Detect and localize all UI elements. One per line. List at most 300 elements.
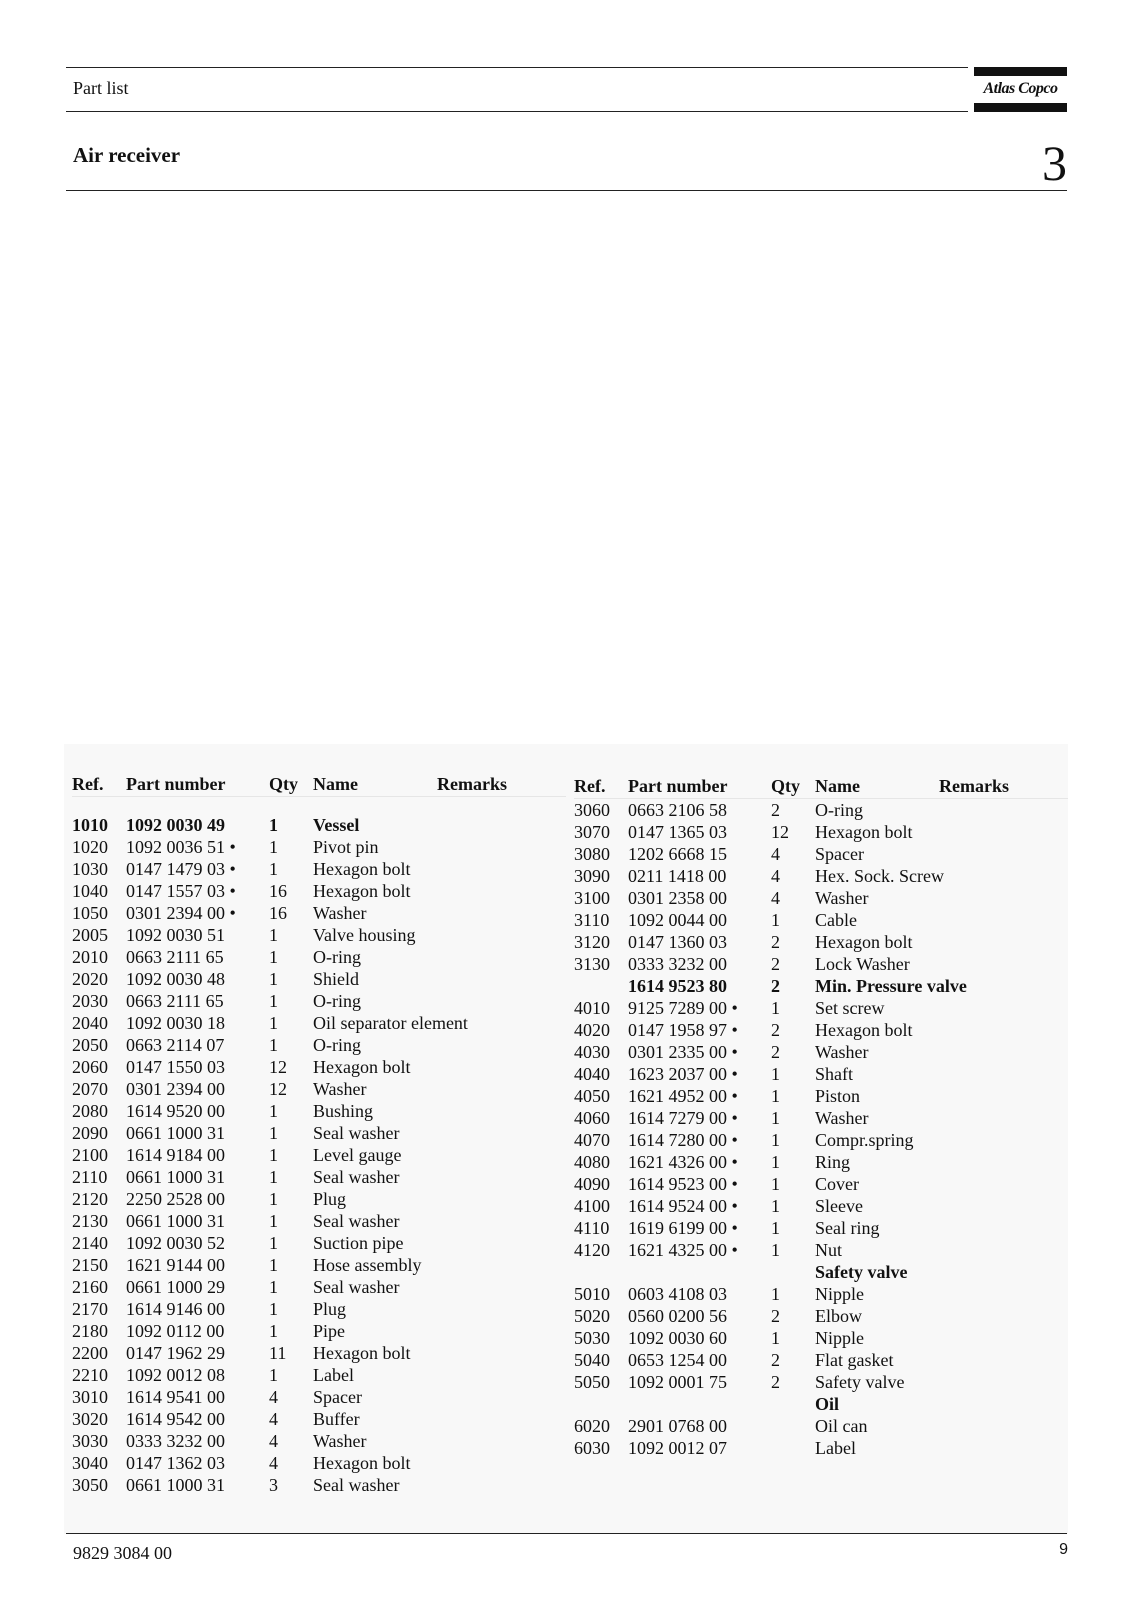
ref-cell: 2200 (72, 1343, 108, 1363)
remarks-cell (437, 1056, 566, 1078)
qty-cell: 2 (771, 976, 780, 996)
part-number-cell: 0663 2111 65 (126, 991, 224, 1011)
column-header-qty: Qty (771, 774, 815, 799)
name-cell: Hexagon bolt (313, 881, 411, 901)
qty-cell: 4 (269, 1409, 278, 1429)
document-type-label: Part list (73, 78, 129, 98)
table-row (72, 1474, 566, 1496)
part-number-cell: 1614 7280 00 • (628, 1130, 738, 1150)
qty-cell: 1 (269, 1123, 278, 1143)
part-number-cell: 1092 0012 07 (628, 1438, 727, 1458)
name-cell: O-ring (313, 991, 361, 1011)
part-number-cell: 1621 4326 00 • (628, 1152, 738, 1172)
ref-cell: 3080 (574, 844, 610, 864)
atlas-copco-logo (974, 67, 1067, 112)
table-row (72, 1408, 566, 1430)
part-number-cell: 1621 4325 00 • (628, 1240, 738, 1260)
remarks-cell (437, 858, 566, 880)
name-cell: Washer (313, 903, 367, 923)
ref-cell: 3130 (574, 954, 610, 974)
part-number-cell: 1623 2037 00 • (628, 1064, 738, 1084)
parts-table-right-body (574, 799, 1068, 1460)
remarks-cell (939, 1283, 1068, 1305)
part-number-cell: 1614 9184 00 (126, 1145, 225, 1165)
table-row (574, 1217, 1068, 1239)
remarks-cell (939, 1019, 1068, 1041)
ref-cell: 4060 (574, 1108, 610, 1128)
qty-cell: 1 (269, 1233, 278, 1253)
table-row (574, 865, 1068, 887)
table-row (574, 799, 1068, 822)
part-number-cell: 2901 0768 00 (628, 1416, 727, 1436)
logo-bar-top (974, 67, 1067, 76)
name-cell: Plug (313, 1189, 347, 1209)
part-number-cell: 1619 6199 00 • (628, 1218, 738, 1238)
part-number-cell: 0333 3232 00 (628, 954, 727, 974)
parts-table-right (574, 774, 1068, 1459)
column-header-ref: Ref. (574, 774, 628, 799)
ref-cell: 4090 (574, 1174, 610, 1194)
remarks-cell (437, 1232, 566, 1254)
remarks-cell (939, 1305, 1068, 1327)
name-cell: Flat gasket (815, 1350, 894, 1370)
remarks-cell (437, 1452, 566, 1474)
part-number-cell: 1092 0044 00 (628, 910, 727, 930)
table-row (574, 953, 1068, 975)
part-number-cell: 0661 1000 31 (126, 1123, 225, 1143)
remarks-cell (437, 1386, 566, 1408)
name-cell: Washer (313, 1079, 367, 1099)
name-cell: Plug (313, 1299, 347, 1319)
table-row (574, 1085, 1068, 1107)
name-cell: Seal washer (313, 1167, 400, 1187)
ref-cell: 2010 (72, 947, 108, 967)
qty-cell: 16 (269, 881, 287, 901)
ref-cell: 2120 (72, 1189, 108, 1209)
table-row (574, 1239, 1068, 1261)
part-number-cell (628, 1393, 771, 1415)
table-row (72, 1452, 566, 1474)
name-cell: Seal washer (313, 1211, 400, 1231)
part-number-cell: 0301 2394 00 • (126, 903, 236, 923)
remarks-cell (437, 1364, 566, 1386)
remarks-cell (437, 1342, 566, 1364)
table-row (574, 1151, 1068, 1173)
part-number-cell: 0147 1962 29 (126, 1343, 225, 1363)
part-number-cell: 0333 3232 00 (126, 1431, 225, 1451)
qty-cell: 1 (269, 1277, 278, 1297)
ref-cell: 5040 (574, 1350, 610, 1370)
part-number-cell: 1092 0030 49 (126, 815, 225, 835)
qty-cell: 2 (771, 1350, 780, 1370)
remarks-cell (939, 931, 1068, 953)
table-row (72, 1122, 566, 1144)
name-cell: Oil separator element (313, 1013, 468, 1033)
qty-cell: 1 (269, 1013, 278, 1033)
name-cell: Hose assembly (313, 1255, 422, 1275)
qty-cell: 1 (771, 1284, 780, 1304)
part-number-cell: 1092 0030 51 (126, 925, 225, 945)
remarks-cell (437, 902, 566, 924)
figure-area (66, 200, 1066, 730)
table-row (574, 997, 1068, 1019)
part-number-cell: 1092 0112 00 (126, 1321, 225, 1341)
qty-cell: 1 (269, 991, 278, 1011)
name-cell: Piston (815, 1086, 861, 1106)
remarks-cell (437, 1276, 566, 1298)
column-header-remarks: Remarks (939, 774, 1068, 799)
table-header-row (72, 772, 566, 797)
table-row (574, 1173, 1068, 1195)
name-cell: Hexagon bolt (313, 1057, 411, 1077)
remarks-cell (939, 821, 1068, 843)
qty-cell: 1 (771, 1328, 780, 1348)
part-number-cell: 0147 1360 03 (628, 932, 727, 952)
remarks-cell (437, 946, 566, 968)
table-row (72, 1144, 566, 1166)
ref-cell: 2160 (72, 1277, 108, 1297)
qty-cell: 1 (269, 1101, 278, 1121)
table-row (72, 1430, 566, 1452)
table-row (72, 946, 566, 968)
column-header-name: Name (313, 772, 437, 797)
section-title: Air receiver (73, 143, 181, 167)
remarks-cell (939, 909, 1068, 931)
remarks-cell (437, 880, 566, 902)
ref-cell: 4120 (574, 1240, 610, 1260)
table-row (72, 1320, 566, 1342)
ref-cell: 4010 (574, 998, 610, 1018)
ref-cell (574, 975, 628, 997)
remarks-cell (437, 990, 566, 1012)
part-number-cell: 1614 9523 80 (628, 976, 727, 996)
table-row (72, 1386, 566, 1408)
column-header-part-number: Part number (628, 774, 771, 799)
qty-cell: 1 (771, 1174, 780, 1194)
remarks-cell (437, 1188, 566, 1210)
qty-cell (771, 1261, 815, 1283)
name-cell: Safety valve (815, 1262, 908, 1282)
table-row (72, 968, 566, 990)
part-number-cell: 1614 7279 00 • (628, 1108, 738, 1128)
ref-cell: 4110 (574, 1218, 610, 1238)
remarks-cell (939, 1129, 1068, 1151)
name-cell: Seal ring (815, 1218, 880, 1238)
remarks-cell (939, 1151, 1068, 1173)
name-cell: Pivot pin (313, 837, 379, 857)
part-number-cell: 0147 1550 03 (126, 1057, 225, 1077)
qty-cell: 12 (269, 1057, 287, 1077)
ref-cell: 3040 (72, 1453, 108, 1473)
name-cell: O-ring (313, 947, 361, 967)
part-number-cell: 0661 1000 31 (126, 1211, 225, 1231)
remarks-cell (939, 865, 1068, 887)
column-header-remarks: Remarks (437, 772, 566, 797)
remarks-cell (437, 1298, 566, 1320)
table-row (574, 909, 1068, 931)
ref-cell: 2030 (72, 991, 108, 1011)
table-row (72, 1078, 566, 1100)
part-number-cell: 0147 1365 03 (628, 822, 727, 842)
name-cell: Hexagon bolt (313, 1453, 411, 1473)
qty-cell: 2 (771, 1042, 780, 1062)
name-cell: Hex. Sock. Screw (815, 866, 944, 886)
part-number-cell: 1092 0012 08 (126, 1365, 225, 1385)
remarks-cell (939, 997, 1068, 1019)
name-cell: Buffer (313, 1409, 360, 1429)
qty-cell: 1 (269, 1035, 278, 1055)
ref-cell: 2150 (72, 1255, 108, 1275)
ref-cell: 1030 (72, 859, 108, 879)
remarks-cell (939, 1261, 1068, 1283)
name-cell: Oil can (815, 1416, 868, 1436)
remarks-cell (939, 1415, 1068, 1437)
name-cell: Lock Washer (815, 954, 910, 974)
column-header-ref: Ref. (72, 772, 126, 797)
table-row (72, 990, 566, 1012)
remarks-cell (939, 1085, 1068, 1107)
remarks-cell (939, 1173, 1068, 1195)
remarks-cell (437, 1408, 566, 1430)
ref-cell: 2210 (72, 1365, 108, 1385)
remarks-cell (437, 968, 566, 990)
qty-cell: 2 (771, 1372, 780, 1392)
qty-cell: 1 (269, 859, 278, 879)
name-cell: Label (815, 1438, 856, 1458)
part-number-cell: 0653 1254 00 (628, 1350, 727, 1370)
ref-cell: 2100 (72, 1145, 108, 1165)
qty-cell: 1 (771, 910, 780, 930)
ref-cell: 1020 (72, 837, 108, 857)
qty-cell (771, 1415, 815, 1437)
ref-cell: 2060 (72, 1057, 108, 1077)
part-number-cell: 0661 1000 29 (126, 1277, 225, 1297)
ref-cell: 3070 (574, 822, 610, 842)
ref-cell: 4040 (574, 1064, 610, 1084)
name-cell: Oil (815, 1394, 840, 1414)
qty-cell: 1 (269, 815, 278, 835)
remarks-cell (437, 1100, 566, 1122)
ref-cell: 4020 (574, 1020, 610, 1040)
ref-cell: 5010 (574, 1284, 610, 1304)
part-number-cell: 1614 9523 00 • (628, 1174, 738, 1194)
ref-cell: 2110 (72, 1167, 108, 1187)
remarks-cell (437, 1474, 566, 1496)
ref-cell: 5050 (574, 1372, 610, 1392)
remarks-cell (437, 1144, 566, 1166)
table-row (574, 1261, 1068, 1283)
part-number-cell: 2250 2528 00 (126, 1189, 225, 1209)
name-cell: O-ring (313, 1035, 361, 1055)
qty-cell: 1 (269, 1365, 278, 1385)
part-number-cell: 1092 0030 18 (126, 1013, 225, 1033)
column-header-part-number: Part number (126, 772, 269, 797)
name-cell: Spacer (815, 844, 864, 864)
ref-cell: 4030 (574, 1042, 610, 1062)
header-bottom-rule (66, 190, 1067, 191)
remarks-cell (939, 1041, 1068, 1063)
table-row (574, 887, 1068, 909)
name-cell: Seal washer (313, 1475, 400, 1495)
ref-cell: 4050 (574, 1086, 610, 1106)
qty-cell: 1 (269, 1211, 278, 1231)
qty-cell: 1 (269, 947, 278, 967)
remarks-cell (437, 1254, 566, 1276)
qty-cell: 2 (771, 932, 780, 952)
parts-table-left (72, 772, 566, 1496)
page-number: 9 (1059, 1541, 1068, 1558)
qty-cell: 2 (771, 1020, 780, 1040)
footer-rule (66, 1533, 1067, 1534)
name-cell: Hexagon bolt (815, 932, 913, 952)
table-row (574, 975, 1068, 997)
table-row (72, 1188, 566, 1210)
table-header-row (574, 774, 1068, 799)
name-cell: Nipple (815, 1284, 864, 1304)
remarks-cell (939, 1239, 1068, 1261)
qty-cell: 1 (269, 1189, 278, 1209)
name-cell: Label (313, 1365, 354, 1385)
table-row (72, 1012, 566, 1034)
remarks-cell (437, 1210, 566, 1232)
name-cell: Nipple (815, 1328, 864, 1348)
part-number-cell: 1202 6668 15 (628, 844, 727, 864)
name-cell: Washer (313, 1431, 367, 1451)
qty-cell: 1 (269, 1255, 278, 1275)
ref-cell: 5030 (574, 1328, 610, 1348)
remarks-cell (939, 1327, 1068, 1349)
ref-cell: 2020 (72, 969, 108, 989)
name-cell: Vessel (313, 815, 360, 835)
name-cell: Shield (313, 969, 360, 989)
qty-cell: 1 (269, 837, 278, 857)
qty-cell: 1 (771, 1240, 780, 1260)
name-cell: Compr.spring (815, 1130, 914, 1150)
qty-cell: 1 (269, 1321, 278, 1341)
part-number-cell: 0560 0200 56 (628, 1306, 727, 1326)
part-number-cell: 0147 1958 97 • (628, 1020, 738, 1040)
part-number-cell: 0147 1362 03 (126, 1453, 225, 1473)
ref-cell: 2090 (72, 1123, 108, 1143)
qty-cell: 16 (269, 903, 287, 923)
qty-cell (771, 1437, 815, 1459)
name-cell: Washer (815, 888, 869, 908)
part-number-cell: 1092 0030 60 (628, 1328, 727, 1348)
remarks-cell (437, 836, 566, 858)
part-number-cell: 0147 1479 03 • (126, 859, 236, 879)
remarks-cell (437, 1034, 566, 1056)
table-row (72, 1166, 566, 1188)
name-cell: Washer (815, 1042, 869, 1062)
part-number-cell: 1614 9524 00 • (628, 1196, 738, 1216)
part-number-cell: 1092 0036 51 • (126, 837, 236, 857)
remarks-cell (939, 1195, 1068, 1217)
table-row (574, 1349, 1068, 1371)
column-header-name: Name (815, 774, 939, 799)
ref-cell: 4080 (574, 1152, 610, 1172)
part-number-cell: 0663 2106 58 (628, 800, 727, 820)
table-row (574, 1283, 1068, 1305)
qty-cell: 2 (771, 954, 780, 974)
table-row (72, 1034, 566, 1056)
document-number: 9829 3084 00 (73, 1543, 172, 1563)
part-number-cell: 0301 2394 00 (126, 1079, 225, 1099)
ref-cell: 3090 (574, 866, 610, 886)
table-row (574, 1371, 1068, 1393)
remarks-cell (939, 1371, 1068, 1393)
qty-cell: 1 (269, 1167, 278, 1187)
remarks-cell (939, 1063, 1068, 1085)
table-row (574, 931, 1068, 953)
name-cell: Hexagon bolt (815, 1020, 913, 1040)
part-number-cell: 1092 0030 48 (126, 969, 225, 989)
ref-cell: 2050 (72, 1035, 108, 1055)
table-row (72, 1210, 566, 1232)
ref-cell: 6030 (574, 1438, 610, 1458)
qty-cell (771, 1393, 815, 1415)
ref-cell: 2070 (72, 1079, 108, 1099)
remarks-cell (939, 887, 1068, 909)
ref-cell: 6020 (574, 1416, 610, 1436)
name-cell: Spacer (313, 1387, 362, 1407)
name-cell: Cover (815, 1174, 859, 1194)
ref-cell: 5020 (574, 1306, 610, 1326)
name-cell: Elbow (815, 1306, 862, 1326)
part-number-cell: 1614 9520 00 (126, 1101, 225, 1121)
name-cell: Sleeve (815, 1196, 863, 1216)
ref-cell (574, 1393, 628, 1415)
remarks-cell (939, 843, 1068, 865)
part-number-cell: 0603 4108 03 (628, 1284, 727, 1304)
ref-cell: 3010 (72, 1387, 108, 1407)
part-number-cell: 0661 1000 31 (126, 1167, 225, 1187)
qty-cell: 1 (771, 1196, 780, 1216)
name-cell: Hexagon bolt (313, 1343, 411, 1363)
remarks-cell (939, 1217, 1068, 1239)
qty-cell: 4 (771, 844, 780, 864)
qty-cell: 1 (771, 1218, 780, 1238)
remarks-cell (437, 1078, 566, 1100)
table-row (72, 858, 566, 880)
table-row (72, 1298, 566, 1320)
table-row (72, 1232, 566, 1254)
part-number-cell: 1614 9542 00 (126, 1409, 225, 1429)
ref-cell: 3050 (72, 1475, 108, 1495)
table-row (574, 1107, 1068, 1129)
part-number-cell: 1621 9144 00 (126, 1255, 225, 1275)
qty-cell: 4 (771, 866, 780, 886)
ref-cell: 1050 (72, 903, 108, 923)
name-cell: Level gauge (313, 1145, 402, 1165)
part-number-cell: 0301 2358 00 (628, 888, 727, 908)
remarks-cell (437, 1166, 566, 1188)
part-number-cell: 0663 2111 65 (126, 947, 224, 967)
table-row (574, 1019, 1068, 1041)
qty-cell: 12 (771, 822, 789, 842)
part-number-cell: 0301 2335 00 • (628, 1042, 738, 1062)
table-row (72, 924, 566, 946)
table-row (72, 1276, 566, 1298)
qty-cell: 1 (771, 998, 780, 1018)
name-cell: Shaft (815, 1064, 853, 1084)
part-number-cell: 1614 9146 00 (126, 1299, 225, 1319)
table-row (574, 1437, 1068, 1459)
qty-cell: 12 (269, 1079, 287, 1099)
table-row (574, 1129, 1068, 1151)
ref-cell: 4100 (574, 1196, 610, 1216)
qty-cell: 11 (269, 1343, 287, 1363)
table-row (574, 1327, 1068, 1349)
